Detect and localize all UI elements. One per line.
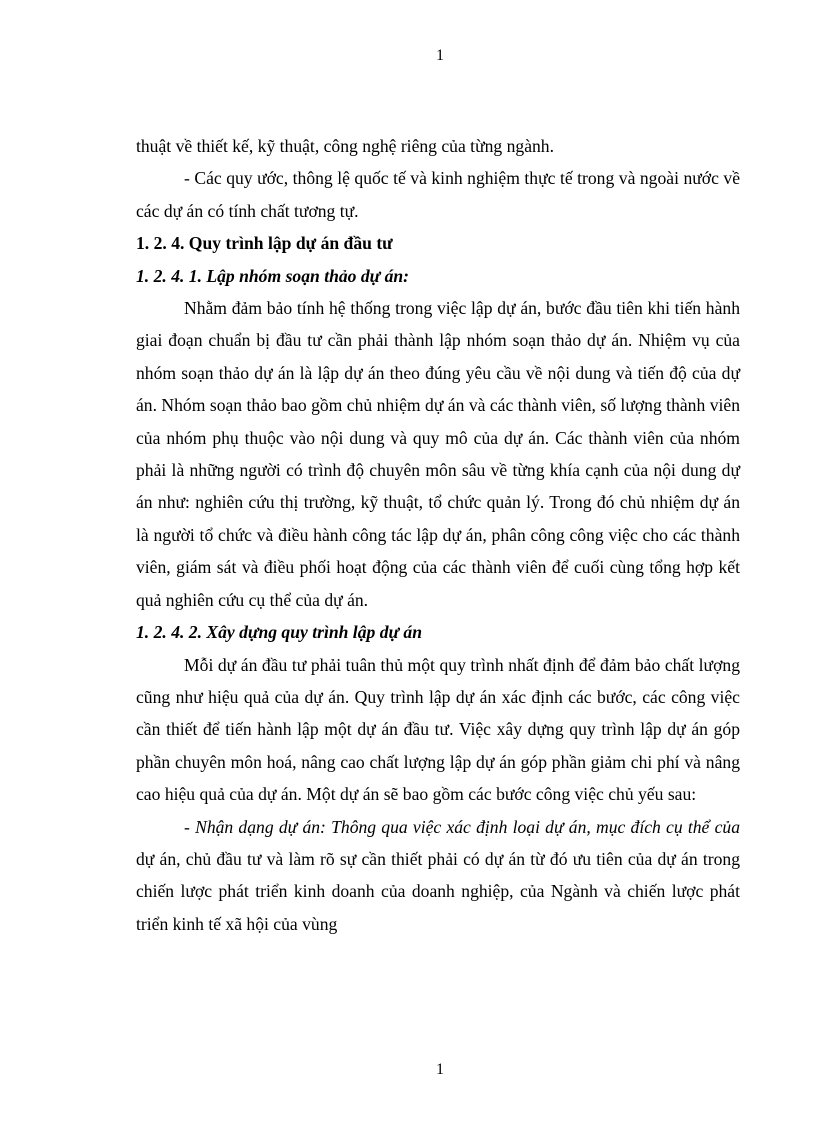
identification-rest: dự án, chủ đầu tư và làm rõ sự cần thiết phải có dự án từ đó ưu tiên của dự án trong chiến lược phát triển kinh doanh của doanh nghiệp, của Ngành và chiến lược phát triển kinh tế xã hội của vùng [136,848,740,934]
paragraph-conventions: - Các quy ước, thông lệ quốc tế và kinh nghiệm thực tế trong và ngoài nước về các dự án có tính chất tương tự. [136,168,740,221]
document-body [136,130,740,940]
page-number-bottom: 1 [436,1061,444,1078]
page-number-top: 1 [436,47,444,64]
paragraph-continuation: thuật về thiết kế, kỹ thuật, công nghệ riêng của từng ngành. [136,136,554,156]
section-heading: 1. 2. 4. Quy trình lập dự án đầu tư [136,233,393,254]
subsection-heading-1: 1. 2. 4. 1. Lập nhóm soạn thảo dự án: [136,265,410,286]
paragraph-team: Nhằm đảm bảo tính hệ thống trong việc lập dự án, bước đầu tiên khi tiến hành giai đoạn chuẩn bị đầu tư cần phải thành lập nhóm soạn thảo dự án. Nhiệm vụ của nhóm soạn thảo dự án là lập dự án theo đúng yêu cầu về nội dung và tiến độ của dự án. Nhóm soạn thảo bao gồm chủ nhiệm dự án và các thành viên, số lượng thành viên của nhóm phụ thuộc vào nội dung và quy mô của dự án. Các thành viên của nhóm phải là những người có trình độ chuyên môn sâu về từng khía cạnh của nội dung dự án như: nghiên cứu thị trường, kỹ thuật, tổ chức quản lý. Trong đó chủ nhiệm dự án là người tổ chức và điều hành công tác lập dự án, phân công công việc cho các thành viên, giám sát và điều phối hoạt động của các thành viên để cuối cùng tổng hợp kết quả nghiên cứu cụ thể của dự án. [136,298,740,610]
paragraph-process: Mỗi dự án đầu tư phải tuân thủ một quy trình nhất định để đảm bảo chất lượng cũng như hiệu quả của dự án. Quy trình lập dự án xác định các bước, các công việc cần thiết để tiến hành lập một dự án đầu tư. Việc xây dựng quy trình lập dự án góp phần chuyên môn hoá, nâng cao chất lượng lập dự án góp phần giảm chi phí và nâng cao hiệu quả của dự án. Một dự án sẽ bao gồm các bước công việc chủ yếu sau: [136,654,740,805]
paragraph-identification [136,811,740,941]
identification-lead: - Nhận dạng dự án: Thông qua việc xác định loại dự án, mục đích cụ thể của [184,816,740,837]
subsection-heading-2: 1. 2. 4. 2. Xây dựng quy trình lập dự án [136,622,423,643]
